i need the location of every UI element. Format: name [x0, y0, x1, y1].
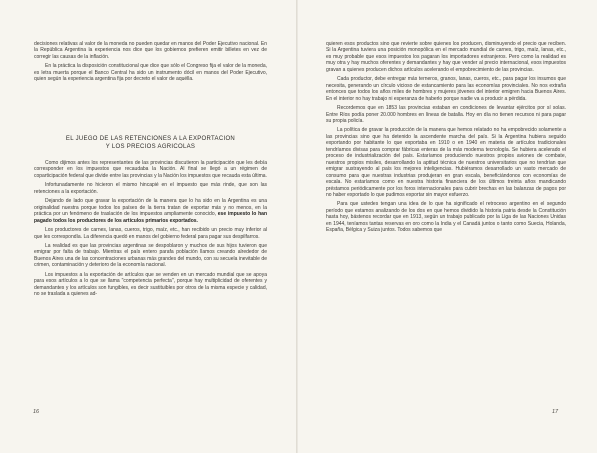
right-page-body [326, 41, 566, 234]
left-page-body-2 [34, 160, 267, 298]
left-page [0, 0, 297, 453]
paragraph: Infortunadamente no hicieron el mismo hincapié en el impuesto que más rinde, que son las retenciones a la exportación. [34, 182, 267, 195]
paragraph: Como dijimos antes los representantes de las provincias discutieron la participación que les debía corresponder en los impuestos que recaudaba la Nación. Al final se llegó a un régimen de coparticipación federal que divide entre las provincias y la Nación los impuestos que recauda esta última. [34, 160, 267, 179]
paragraph [34, 198, 267, 224]
section-heading-line-2: Y LOS PRECIOS AGRICOLAS [105, 143, 196, 150]
section-heading-line-1: EL JUEGO DE LAS RETENCIONES A LA EXPORTACION [65, 136, 236, 142]
paragraph: Los impuestos a la exportación de artículos que se venden en un mercado mundial que se apoya para esos artículos a lo que se llama "competencia perfecta", porque hay multiplicidad de oferentes y demandantes y los artículos son fungibles, es decir sustituibles por otros de la misma especie y calidad, no se traslada a quienes ad- [34, 271, 267, 298]
section-heading [34, 136, 267, 151]
right-page [298, 0, 597, 453]
paragraph: En la práctica la disposición constitucional que dice que sólo el Congreso fija el valor de la moneda, es letra muerta porque el Banco Central ha sido un instrumento dócil en manos del Poder Ejecutivo, quien según la experiencia argentina fija por decreto el valor de aquélla. [34, 63, 267, 83]
paragraph: quieren esos productos sino que revierte sobre quienes los producen, disminuyendo el precio que reciben. Si la Argentina tuviera una posición monopólica en el mercado mundial de carnes, trigo, maíz, lanas, etc., es muy probable que esos impuestos los pagaran los importadores extranjeros. Pero como la realidad es muy otra y hay muchos oferentes y demandantes y hay que vender al precio internacional, esos impuestos gravan a quienes producen dichos artículos acelerando el empobrecimiento de las provincias. [326, 41, 566, 73]
paragraph: Los productores de carnes, lanas, cueros, trigo, maíz, etc., han recibido un precio muy inferior al que les correspondía. La diferencia quedó en manos del gobierno federal para pagar sus despilfarros. [34, 227, 267, 240]
page-number: 17 [552, 409, 559, 415]
paragraph: Recordemos que en 1853 las provincias estaban en condiciones de levantar ejércitos por sí solas. Entre Ríos podía poner 20.000 hombres en líneas de batalla. Hoy en día no tienen recursos ni para pagar su propia policía. [326, 105, 566, 124]
paragraph: La política de gravar la producción de la manera que hemos relatado no ha empobrecido solamente a las provincias sino que ha detenido la ascendente marcha del país. Si la Argentina hubiera seguido exportando por habitante lo que exportaba en 1910 o en 1940 en materia de artículos tradicionales tendríamos divisas para comprar fábricas enteras de la más moderna tecnología. Se hubiera acelerado el proceso de industrialización del país. Estaríamos produciendo nuestros propios aviones de combate, nuestros propios misiles, desarrollando la aptitud técnica de nuestros universitarios que no tendrían que emigrar sustrayendo al país los mejores inteligencias. Hubiéramos desarrollado un vasto mercado de consumo para que nuestras industrias produjeran en gran escala, beneficiándonos con economías de escala. No estaríamos como en nuestra historia financiera de los últimos treinta años mandicando préstamos periódicamente por los foros internacionales para cubrir brechas en las balanzas de pagos por no haber exportado lo que pudimos exportar sin mayor esfuerzo. [326, 127, 566, 198]
paragraph: decisiones relativas al valor de la moneda no pueden quedar en manos del Poder Ejecutivo nacional. En la República Argentina la experiencia nos dice que los gobiernos prefieren emitir billetes en vez de corregir las causas de la inflación. [34, 41, 267, 60]
paragraph: Para que ustedes tengan una idea de lo que ha significado el retroceso argentino en el segundo período que estamos analizando de los dos en que hemos dividido la historia patria desde la Constitución hasta hoy, bástenos recordar que en 1913, según un trabajo publicado por la Liga de las Naciones Unidas en 1944, teníamos tantas reservas en oro como la India y el Canadá juntos o tanto como Suecia, Holanda, España, Bélgica y Suiza juntos. Todos sabemos que [326, 201, 566, 234]
left-page-body [34, 41, 267, 83]
page-number: 16 [33, 409, 40, 415]
paragraph: La realidad es que las provincias argentinas se despoblaron y muchos de sus hijos tuvieron que emigrar por falta de trabajo. Mientras el país entero parafa población llamos creando alrededor de Buenos Aires una de las concentraciones urbanas más grandes del mundo, con su secuela inevitable de crimen, contaminación y deterioro de la economía nacional. [34, 242, 267, 269]
paragraph-text: Dejando de lado que gravar la exportación de la manera que lo ha sido en la Argentina es una originalidad nuestra porque todos los países de la tierra tratan de exportar más y no menos, en la práctica por un fenómeno de traslación de los impuestos ampliamente conocido, [34, 198, 267, 218]
paragraph: Cada productor, debe entregar más terneros, granos, lanas, cueros, etc., para pagar los insumos que necesita, generando un círculo vicioso de estancamiento para las economías provinciales. No nos extraña entonces que todos los años miles de hombres y mujeres jóvenes del interior emigren hacia Buenos Aires. En el interior no hay trabajo ni esperanza de haberlo porque nadie va a producir a pérdida. [326, 76, 566, 102]
bold-emphasis: ese impuesto lo han pagado todos los productores de los artículos primarios exportados. [34, 211, 267, 224]
